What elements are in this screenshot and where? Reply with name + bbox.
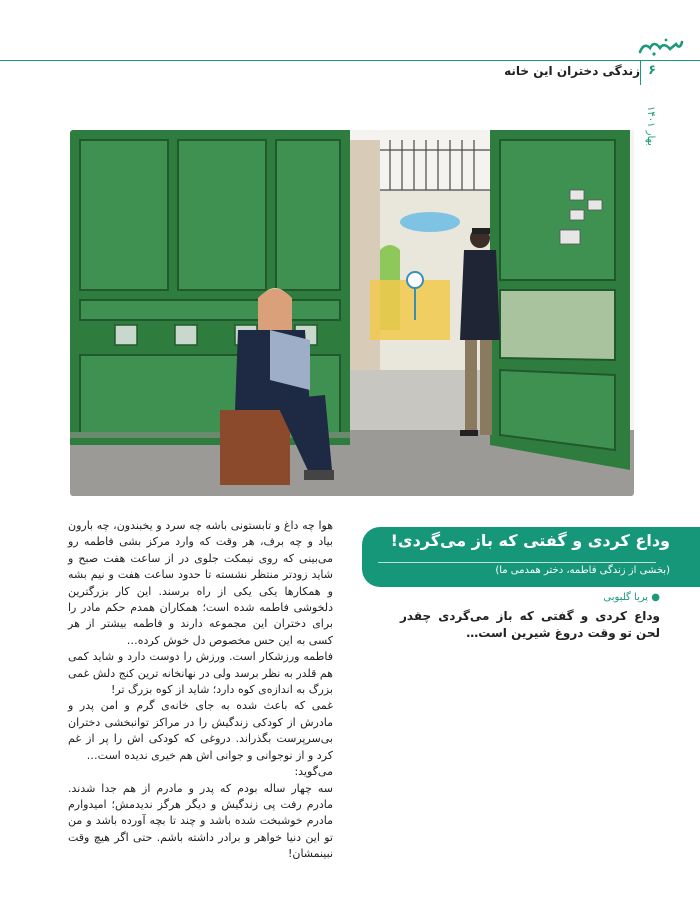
section-title: زندگی دختران این خانه <box>504 64 640 78</box>
intro-quote: وداع کردی و گفتی که باز می‌گردی چقدر لحن تو وقت دروغ شیرین است… <box>400 609 660 640</box>
article-title: وداع کردی و گفتی که باز می‌گردی! <box>390 531 670 550</box>
body-paragraph: هوا چه داغ و تابستونی باشه چه سرد و یخبندون، چه بارون بیاد و چه برف، هر وقت که وارد مرکز بشی فاطمه رو می‌بینی که روی نیمکت جلوی در از ساعت هفت صبح و شاید زودتر منتظر نشسته تا حدود ساعت هفت و نیم بشه و همکارها یکی یکی از راه برسند. این کار بزرگترین دلخوشی فاطمه شده است؛ همکاران همدم حکم مادر را برای دختران این مجموعه دارند و فاطمه بیشتر از هر کسی به این حس مخصوص دل خوش کرده… <box>68 519 333 647</box>
issue-date: بهار ۱۴۰۱ <box>645 106 656 146</box>
bullet-icon: ● <box>648 592 660 603</box>
article-body <box>68 518 333 863</box>
author-byline <box>603 592 660 603</box>
banner-divider <box>378 562 656 563</box>
body-paragraph: سه چهار ساله بودم که پدر و مادرم از هم جدا شدند. مادرم رفت پی زندگیش و دیگر هرگز ندیدمش؛ امیدوارم مادرم خوشبخت شده باشد و چند تا بچه آورده باشد و من تو این دنیا خواهر و برادر داشته باشم. حتی اگر هیچ وقت نبینمشان! <box>68 781 333 861</box>
body-paragraph: فاطمه ورزشکار است. ورزش را دوست دارد و شاید کمی هم قلدر به نظر برسد ولی در نهانخانه ترین کنج دلش غمی بزرگ به اندازه‌ی کوه دارد؛ شاید از کوه بزرگ تر! <box>68 650 333 697</box>
magazine-logo <box>636 36 686 58</box>
page-number: ۶ <box>648 63 656 78</box>
article-subtitle: (بخشی از زندگی فاطمه، دختر همدمی ما) <box>495 565 670 576</box>
article-photo <box>70 130 634 496</box>
header-rule <box>0 60 700 61</box>
header-divider <box>640 61 641 85</box>
body-paragraph: می‌گوید: <box>294 765 333 779</box>
body-paragraph: غمی که باعث شده به جای خانه‌ی گرم و امن پدر و مادرش از کودکی زندگیش را در مراکز توانبخشی دختران بی‌سرپرست بگذراند. دروغی که کودکی اش را پر از غم کرد و از نوجوانی و جوانی اش هم خیری ندیده است… <box>68 699 333 762</box>
author-name: پریا گلبوبی <box>603 592 649 603</box>
